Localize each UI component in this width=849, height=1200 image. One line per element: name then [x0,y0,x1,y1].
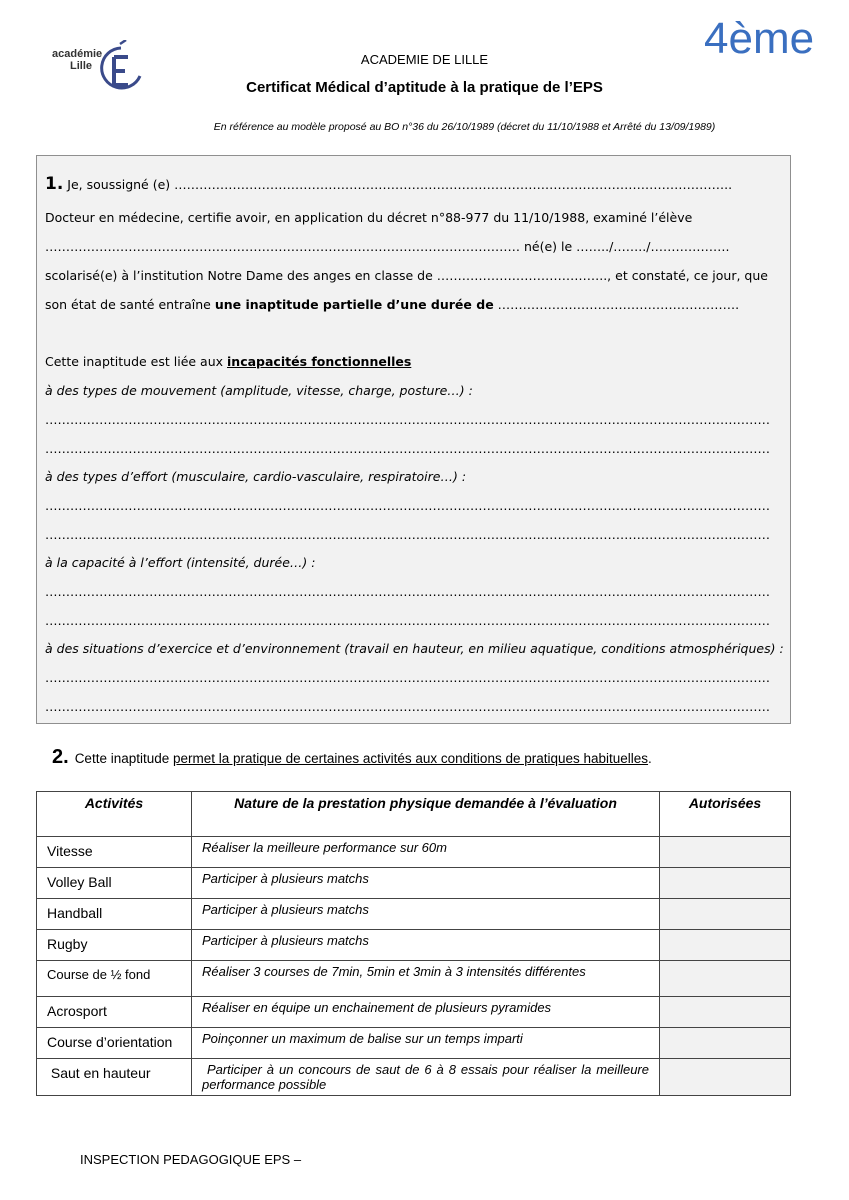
section-1-number: 1. [45,174,64,194]
certificate-title: Certificat Médical d’aptitude à la pratique de l’EPS [246,79,603,96]
situations-label: à des situations d’exercice et d’environnement (travail en hauteur, en milieu aquatique, conditions atmosphériques) : [45,641,784,656]
header-activites: Activités [37,792,192,837]
capacite-field-2[interactable]: ………………………………………………………………………………………………………………………………………………………… [45,613,770,628]
table-row [37,930,791,961]
activity-cell: Handball [37,899,192,930]
signatory-line[interactable]: 1. Je, soussigné (e) …………………………………………………………………………………………………………………….. [45,174,733,194]
activities-table [36,791,791,1096]
effort-field-1[interactable]: ………………………………………………………………………………………………………………………………………………………… [45,498,770,513]
mouvement-field-2[interactable]: ………………………………………………………………………………………………………………………………………………………… [45,441,770,456]
table-row [37,961,791,997]
autorisee-checkbox-cell[interactable] [660,868,791,899]
nature-cell: Participer à plusieurs matchs [192,930,660,961]
table-row [37,837,791,868]
table-row [37,868,791,899]
logo-line-lille: Lille [70,60,93,72]
grade-label: 4ème [704,14,815,63]
section-2-number: 2. [52,746,69,768]
mouvement-label: à des types de mouvement (amplitude, vitesse, charge, posture…) : [45,383,473,398]
activity-cell: Volley Ball [37,868,192,899]
nature-cell: Réaliser en équipe un enchainement de plusieurs pyramides [192,997,660,1028]
autorisee-checkbox-cell[interactable] [660,930,791,961]
table-row [37,899,791,930]
autorisee-checkbox-cell[interactable] [660,997,791,1028]
nature-cell: Réaliser 3 courses de 7min, 5min et 3min à 3 intensités différentes [192,961,660,997]
table-row [37,1028,791,1059]
table-row [37,997,791,1028]
autorisee-checkbox-cell[interactable] [660,1059,791,1096]
activity-cell: Saut en hauteur [37,1059,192,1096]
section-1-box [36,155,791,724]
capacite-label: à la capacité à l’effort (intensité, durée…) : [45,555,316,570]
autorisee-checkbox-cell[interactable] [660,899,791,930]
situations-field-1[interactable]: ………………………………………………………………………………………………………………………………………………………… [45,670,770,685]
activity-cell: Vitesse [37,837,192,868]
footer-inspection: INSPECTION PEDAGOGIQUE EPS – [80,1152,302,1167]
mouvement-field-1[interactable]: ………………………………………………………………………………………………………………………………………………………… [45,412,770,427]
capacite-field-1[interactable]: ………………………………………………………………………………………………………………………………………………………… [45,584,770,599]
autorisee-checkbox-cell[interactable] [660,961,791,997]
header-autorisees: Autorisées [660,792,791,837]
nature-cell: Réaliser la meilleure performance sur 60m [192,837,660,868]
section-2-statement: 2. Cette inaptitude permet la pratique de certaines activités aux conditions de pratiques habituelles. [52,746,652,768]
doctor-statement: Docteur en médecine, certifie avoir, en application du décret n°88-977 du 11/10/1988, examiné l’élève [45,210,693,225]
reference-note: En référence au modèle proposé au BO n°36 du 26/10/1989 (décret du 11/10/1988 et Arrêté du 13/09/1989) [213,121,716,133]
inaptitude-duration-line[interactable]: son état de santé entraîne une inaptitude partielle d’une durée de …………………………………………………. [45,297,740,312]
activity-cell: Acrosport [37,997,192,1028]
nature-cell: Participer à un concours de saut de 6 à 8 essais pour réaliser la meilleure performance possible [192,1059,660,1096]
incapacites-intro: Cette inaptitude est liée aux incapacités fonctionnelles [45,354,412,369]
autorisee-checkbox-cell[interactable] [660,837,791,868]
activity-cell: Rugby [37,930,192,961]
logo-line-academie: académie [52,48,103,60]
effort-field-2[interactable]: ………………………………………………………………………………………………………………………………………………………… [45,527,770,542]
situations-field-2[interactable]: ………………………………………………………………………………………………………………………………………………………… [45,699,770,714]
nature-cell: Participer à plusieurs matchs [192,868,660,899]
activity-cell: Course de ½ fond [37,961,192,997]
autorisee-checkbox-cell[interactable] [660,1028,791,1059]
academie-title: ACADEMIE DE LILLE [360,52,489,67]
table-header-row [37,792,791,837]
student-name-birthdate-line[interactable]: …………………………………………………………………………………………………… né(e) le ……../……../………………. [45,239,730,254]
activity-cell: Course d’orientation [37,1028,192,1059]
nature-cell: Poinçonner un maximum de balise sur un temps imparti [192,1028,660,1059]
school-class-line[interactable]: scolarisé(e) à l’institution Notre Dame des anges en classe de ………………………………….., et constaté, ce jour, que [45,268,768,283]
effort-label: à des types d’effort (musculaire, cardio-vasculaire, respiratoire…) : [45,469,467,484]
table-row [37,1059,791,1096]
header-nature: Nature de la prestation physique demandée à l’évaluation [192,792,660,837]
nature-cell: Participer à plusieurs matchs [192,899,660,930]
